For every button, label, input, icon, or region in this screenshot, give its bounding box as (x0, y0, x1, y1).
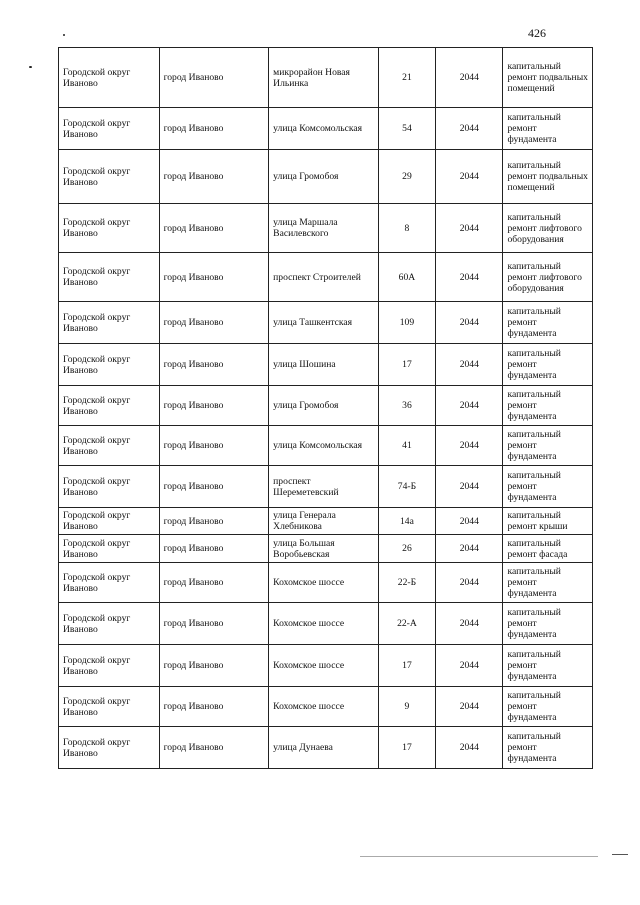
repair-registry-table (58, 47, 593, 769)
cell-house: 74-Б (378, 466, 435, 508)
cell-year: 2044 (436, 386, 503, 426)
cell-gorod: город Иваново (159, 687, 269, 727)
scan-speck (29, 66, 32, 68)
cell-work: капитальный ремонт фундамента (503, 108, 593, 150)
cell-street: Кохомское шоссе (269, 687, 379, 727)
cell-year: 2044 (436, 687, 503, 727)
cell-work: капитальный ремонт лифтового оборудования (503, 253, 593, 302)
cell-house: 17 (378, 344, 435, 386)
cell-work: капитальный ремонт фундамента (503, 687, 593, 727)
table-row (59, 48, 593, 108)
cell-street: улица Громобоя (269, 150, 379, 204)
cell-house: 8 (378, 204, 435, 253)
cell-gorod: город Иваново (159, 48, 269, 108)
cell-house: 26 (378, 535, 435, 563)
cell-okrug: Городской округ Иваново (59, 344, 160, 386)
table-row (59, 253, 593, 302)
cell-street: улица Большая Воробьевская (269, 535, 379, 563)
cell-street: улица Дунаева (269, 727, 379, 769)
cell-year: 2044 (436, 150, 503, 204)
cell-house: 29 (378, 150, 435, 204)
cell-work: капитальный ремонт крыши (503, 508, 593, 535)
cell-year: 2044 (436, 466, 503, 508)
cell-okrug: Городской округ Иваново (59, 603, 160, 645)
cell-house: 41 (378, 426, 435, 466)
cell-work: капитальный ремонт подвальных помещений (503, 48, 593, 108)
cell-okrug: Городской округ Иваново (59, 150, 160, 204)
cell-street: улица Ташкентская (269, 302, 379, 344)
cell-gorod: город Иваново (159, 344, 269, 386)
cell-street: проспект Строителей (269, 253, 379, 302)
cell-okrug: Городской округ Иваново (59, 535, 160, 563)
cell-work: капитальный ремонт фундамента (503, 344, 593, 386)
cell-street: проспект Шереметевский (269, 466, 379, 508)
cell-house: 22-Б (378, 563, 435, 603)
cell-year: 2044 (436, 603, 503, 645)
cell-year: 2044 (436, 563, 503, 603)
cell-year: 2044 (436, 426, 503, 466)
page-number: 426 (528, 26, 546, 40)
cell-house: 109 (378, 302, 435, 344)
cell-house: 22-А (378, 603, 435, 645)
cell-house: 36 (378, 386, 435, 426)
cell-work: капитальный ремонт лифтового оборудования (503, 204, 593, 253)
cell-street: Кохомское шоссе (269, 645, 379, 687)
cell-okrug: Городской округ Иваново (59, 204, 160, 253)
cell-work: капитальный ремонт подвальных помещений (503, 150, 593, 204)
cell-house: 9 (378, 687, 435, 727)
cell-year: 2044 (436, 645, 503, 687)
table-row (59, 150, 593, 204)
table-row (59, 563, 593, 603)
cell-year: 2044 (436, 344, 503, 386)
cell-gorod: город Иваново (159, 563, 269, 603)
cell-okrug: Городской округ Иваново (59, 253, 160, 302)
cell-work: капитальный ремонт фундамента (503, 727, 593, 769)
cell-street: Кохомское шоссе (269, 563, 379, 603)
cell-gorod: город Иваново (159, 466, 269, 508)
table-row (59, 386, 593, 426)
cell-street: улица Генерала Хлебникова (269, 508, 379, 535)
cell-year: 2044 (436, 302, 503, 344)
cell-street: Кохомское шоссе (269, 603, 379, 645)
cell-year: 2044 (436, 108, 503, 150)
cell-street: улица Громобоя (269, 386, 379, 426)
cell-house: 14а (378, 508, 435, 535)
cell-okrug: Городской округ Иваново (59, 466, 160, 508)
cell-house: 17 (378, 645, 435, 687)
cell-house: 60А (378, 253, 435, 302)
cell-street: улица Маршала Василевского (269, 204, 379, 253)
cell-street: улица Шошина (269, 344, 379, 386)
cell-house: 17 (378, 727, 435, 769)
cell-year: 2044 (436, 508, 503, 535)
table-row (59, 603, 593, 645)
table-row (59, 344, 593, 386)
cell-gorod: город Иваново (159, 386, 269, 426)
table-row (59, 508, 593, 535)
cell-work: капитальный ремонт фундамента (503, 386, 593, 426)
cell-okrug: Городской округ Иваново (59, 687, 160, 727)
cell-gorod: город Иваново (159, 426, 269, 466)
cell-okrug: Городской округ Иваново (59, 48, 160, 108)
cell-gorod: город Иваново (159, 535, 269, 563)
cell-year: 2044 (436, 253, 503, 302)
scan-speck (63, 34, 65, 36)
cell-work: капитальный ремонт фасада (503, 535, 593, 563)
cell-gorod: город Иваново (159, 108, 269, 150)
cell-gorod: город Иваново (159, 204, 269, 253)
cell-year: 2044 (436, 727, 503, 769)
cell-gorod: город Иваново (159, 727, 269, 769)
cell-gorod: город Иваново (159, 508, 269, 535)
table-row (59, 426, 593, 466)
cell-okrug: Городской округ Иваново (59, 386, 160, 426)
table-row (59, 645, 593, 687)
cell-work: капитальный ремонт фундамента (503, 426, 593, 466)
table-row (59, 302, 593, 344)
cell-okrug: Городской округ Иваново (59, 426, 160, 466)
scan-artifact-line (612, 854, 628, 855)
cell-gorod: город Иваново (159, 253, 269, 302)
cell-street: улица Комсомольская (269, 426, 379, 466)
cell-year: 2044 (436, 535, 503, 563)
cell-street: улица Комсомольская (269, 108, 379, 150)
table-row (59, 204, 593, 253)
cell-okrug: Городской округ Иваново (59, 727, 160, 769)
cell-house: 54 (378, 108, 435, 150)
table-row (59, 687, 593, 727)
cell-house: 21 (378, 48, 435, 108)
cell-okrug: Городской округ Иваново (59, 302, 160, 344)
cell-okrug: Городской округ Иваново (59, 508, 160, 535)
cell-year: 2044 (436, 204, 503, 253)
cell-okrug: Городской округ Иваново (59, 108, 160, 150)
cell-gorod: город Иваново (159, 302, 269, 344)
cell-gorod: город Иваново (159, 150, 269, 204)
cell-work: капитальный ремонт фундамента (503, 563, 593, 603)
table-row (59, 466, 593, 508)
cell-street: микрорайон Новая Ильинка (269, 48, 379, 108)
cell-work: капитальный ремонт фундамента (503, 645, 593, 687)
cell-work: капитальный ремонт фундамента (503, 466, 593, 508)
cell-gorod: город Иваново (159, 645, 269, 687)
cell-gorod: город Иваново (159, 603, 269, 645)
cell-work: капитальный ремонт фундамента (503, 603, 593, 645)
table-row (59, 727, 593, 769)
registry-table-body (59, 48, 593, 769)
cell-okrug: Городской округ Иваново (59, 563, 160, 603)
cell-work: капитальный ремонт фундамента (503, 302, 593, 344)
cell-okrug: Городской округ Иваново (59, 645, 160, 687)
cell-year: 2044 (436, 48, 503, 108)
scan-artifact-line (360, 856, 598, 857)
table-row (59, 108, 593, 150)
table-row (59, 535, 593, 563)
